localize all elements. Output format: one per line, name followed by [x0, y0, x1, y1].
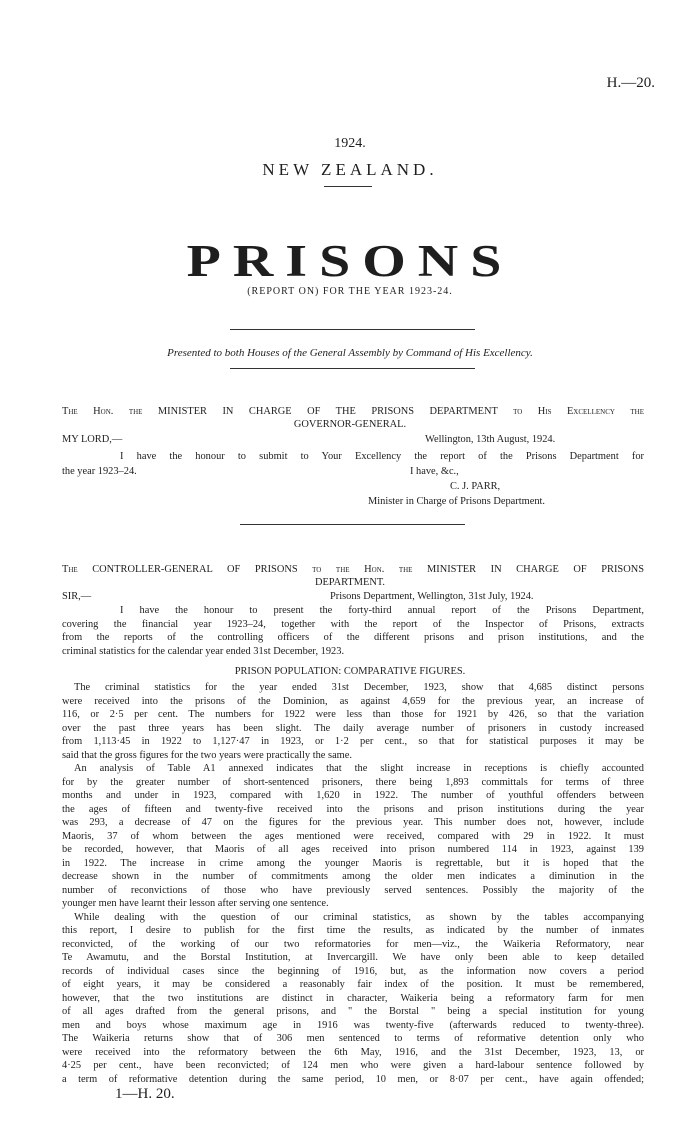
- letter1-body-cont: the year 1923–24.: [62, 466, 137, 477]
- body-line: over the past three years has been slight. The daily average number of prisoners in custody increased: [62, 722, 644, 734]
- report-year: 1924.: [334, 136, 366, 151]
- body-line: in 1922. The increase in crime among the younger Maoris is regrettable, but it is hoped that the: [62, 857, 644, 869]
- section-heading: PRISON POPULATION: COMPARATIVE FIGURES.: [234, 666, 466, 677]
- body-line: of all ages drafted from the general prisons, and " the Borstal " being a special institution for young: [62, 1006, 644, 1017]
- report-subtitle: (REPORT ON) FOR THE YEAR 1923-24.: [247, 286, 453, 297]
- letter2-place-date: Prisons Department, Wellington, 31st July, 1924.: [330, 591, 534, 602]
- body-line: decrease shown in the number of commitments among the older men indicates a diminution in the: [62, 871, 644, 882]
- body-line: were received into the reformatory between the 6th May, 1916, and the 31st December, 1923, 13, or: [62, 1046, 644, 1058]
- body-line: While dealing with the question of our criminal statistics, as shown by the tables accompanying: [74, 911, 644, 923]
- body-line: the ages of fifteen and twenty-five received into the prisons and prison institutions during the year: [62, 803, 644, 815]
- body-line: men and boys whose maximum age in 1916 was twenty-five (afterwards reduced to twenty-three).: [62, 1019, 644, 1031]
- body-line: number of reconvictions of those who have previously served sentences. Possibly the majority of the: [62, 884, 644, 896]
- divider-lower: [230, 368, 475, 369]
- letter1-address: The Hon. the MINISTER IN CHARGE OF THE PRISONS DEPARTMENT to His Excellency the: [62, 406, 644, 417]
- letter1-place-date: Wellington, 13th August, 1924.: [425, 434, 556, 445]
- letter1-signature-title: Minister in Charge of Prisons Department.: [368, 496, 546, 507]
- body-line: this report, I desire to publish for the first time the results, as indicated by the number of inmates: [62, 925, 644, 936]
- divider-upper: [230, 329, 475, 330]
- letter1-salutation: MY LORD,—: [62, 434, 123, 445]
- body-line: from 1,113·45 in 1922 to 1,127·47 in 1923, or 1·2 per cent., so that for statistical purposes it may be: [62, 736, 644, 747]
- body-line: Te Awamutu, and the Borstal Institution, at Invercargill. We have only been able to keep detailed: [62, 952, 644, 963]
- intro-line: criminal statistics for the calendar year ended 31st December, 1923.: [62, 645, 345, 657]
- page-footer: 1—H. 20.: [115, 1086, 175, 1102]
- body-line: months and under in 1923, compared with 1,620 in 1922. The number of youthful offenders between: [62, 790, 644, 801]
- letter2-intro: [62, 604, 644, 658]
- document-reference: H.—20.: [606, 75, 655, 91]
- body-line: be recorded, however, that Maoris of all ages received into prison numbered 114 in 1923, against 139: [62, 844, 644, 855]
- body-line: however, that the two institutions are distinct in character, Waikeria being a reformatory farm for men: [62, 992, 644, 1004]
- letter1-closing: I have, &c.,: [410, 466, 459, 477]
- body-line: was 293, a decrease of 47 on the figures for the previous year. This number does not, however, include: [62, 817, 644, 828]
- body-line: said that the gross figures for the two years were practically the same.: [62, 749, 352, 761]
- presented-note: Presented to both Houses of the General Assembly by Command of His Excellency.: [167, 347, 533, 359]
- body-line: younger men have learnt their lesson after serving one sentence.: [62, 898, 329, 909]
- body-line: records of individual cases since the beginning of 1916, but, as the information now covers a period: [62, 965, 644, 977]
- body-line: for by the greater number of short-sentenced prisoners, there being 1,893 committals for terms of three: [62, 776, 644, 788]
- body-line: The criminal statistics for the year ended 31st December, 1923, show that 4,685 distinct persons: [74, 682, 644, 693]
- body-line: 4·25 per cent., have been reconvicted; of 124 men who were given a hard-labour sentence followed by: [62, 1060, 644, 1071]
- letter2-address-cont: DEPARTMENT.: [314, 577, 386, 588]
- short-divider: [324, 186, 372, 187]
- letter2-address: The CONTROLLER-GENERAL OF PRISONS to the Hon. the MINISTER IN CHARGE OF PRISONS: [62, 564, 644, 575]
- body-line: The Waikeria returns show that of 306 men sentenced to terms of reformative detention only who: [62, 1033, 644, 1044]
- letter2-salutation: SIR,—: [62, 591, 92, 602]
- country-heading: NEW ZEALAND.: [262, 160, 438, 179]
- letter1-body: I have the honour to submit to Your Excellency the report of the Prisons Department for: [120, 451, 644, 462]
- body-line: of eight years, it may be considered a reasonably fair index of the position. It must be remembered,: [62, 979, 644, 990]
- intro-line: covering the financial year 1923–24, together with the report of the Inspector of Prisons, extracts: [62, 618, 644, 630]
- body-line: reconvicted, of the working of our two reformatories for men—viz., the Waikeria Reformatory, near: [62, 938, 644, 950]
- body-line: An analysis of Table A1 annexed indicates that the slight increase in receptions is chiefly accounted: [74, 763, 644, 774]
- body-line: Maoris, 37 of whom between the ages mentioned were received, compared with 29 in 1922. It must: [62, 830, 644, 842]
- body-line: were received into the prisons of the Dominion, as against 4,659 for the previous year, an increase of: [62, 695, 644, 707]
- letter-divider: [240, 524, 465, 525]
- intro-line: I have the honour to present the forty-third annual report of the Prisons Department,: [120, 605, 644, 616]
- report-title: PRISONS: [186, 235, 514, 287]
- letter1-signature: C. J. PARR,: [450, 481, 501, 492]
- letter2-body: [62, 681, 644, 1086]
- body-line: 116, or 2·5 per cent. The numbers for 1922 were less than those for 1921 by 426, so that the variation: [62, 709, 644, 720]
- intro-line: from the reports of the controlling officers of the different prisons and prison institutions, and the: [62, 632, 644, 643]
- letter1-address-cont: GOVERNOR-GENERAL.: [293, 419, 407, 430]
- body-line: a term of reformative detention during the same period, 10 men, or 8·07 per cent., have again offended;: [62, 1073, 644, 1085]
